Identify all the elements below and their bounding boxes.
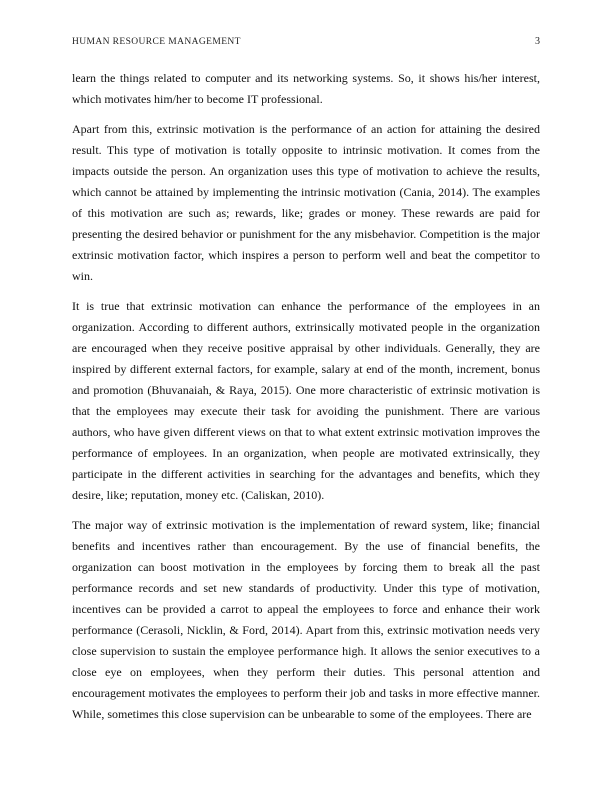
header-title: HUMAN RESOURCE MANAGEMENT xyxy=(72,37,241,47)
paragraph: It is true that extrinsic motivation can enhance the performance of the employees in an organization. According to different authors, extrinsically motivated people in the organization are encouraged when they receive positive appraisal by other individuals. Generally, they are inspired by different external factors, for example, salary at end of the month, increment, bonus and promotion (Bhuvanaiah, & Raya, 2015). One more characteristic of extrinsic motivation is that the employees may execute their task for avoiding the punishment. There are various authors, who have given different views on that to what extent extrinsic motivation improves the performance of employees. In an organization, when people are motivated extrinsically, they participate in the different activities in searching for the advantages and benefits, which they desire, like; reputation, money etc. (Caliskan, 2010). xyxy=(72,299,540,502)
paragraph: learn the things related to computer and its networking systems. So, it shows his/her interest, which motivates him/her to become IT professional. xyxy=(72,71,540,106)
document-body xyxy=(72,68,540,725)
running-header xyxy=(72,36,540,47)
page-number: 3 xyxy=(535,36,540,47)
paragraph: The major way of extrinsic motivation is the implementation of reward system, like; financial benefits and incentives rather than encouragement. By the use of financial benefits, the organization can boost motivation in the employees by forcing them to break all the past performance records and set new standards of productivity. Under this type of motivation, incentives can be provided a carrot to appeal the employees to force and enhance their work performance (Cerasoli, Nicklin, & Ford, 2014). Apart from this, extrinsic motivation needs very close supervision to sustain the employee performance high. It allows the senior executives to a close eye on employees, when they perform their duties. This personal attention and encouragement motivates the employees to perform their job and tasks in more effective manner. While, sometimes this close supervision can be unbearable to some of the employees. There are xyxy=(72,518,540,721)
paragraph: Apart from this, extrinsic motivation is the performance of an action for attaining the desired result. This type of motivation is totally opposite to intrinsic motivation. It comes from the impacts outside the person. An organization uses this type of motivation to achieve the results, which cannot be attained by implementing the intrinsic motivation (Cania, 2014). The examples of this motivation are such as; rewards, like; grades or money. These rewards are paid for presenting the desired behavior or punishment for the any misbehavior. Competition is the major extrinsic motivation factor, which inspires a person to perform well and beat the competitor to win. xyxy=(72,122,540,283)
